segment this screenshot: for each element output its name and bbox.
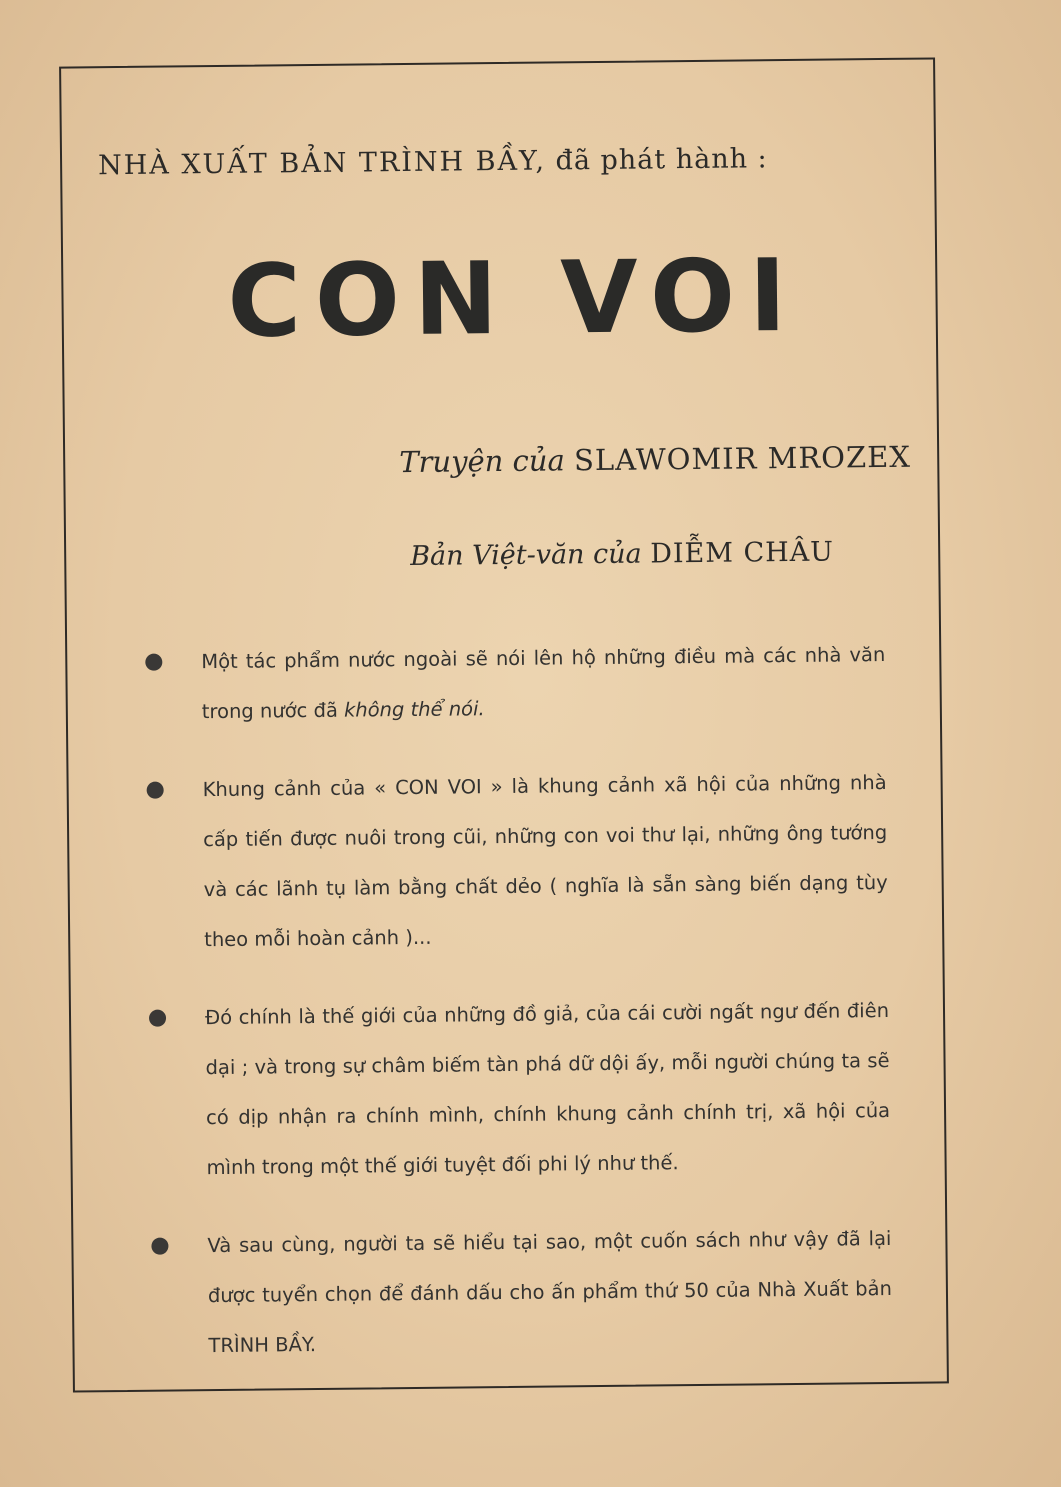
translator-line (410, 537, 834, 572)
bullet-italic-text: không thể nói. (343, 697, 485, 722)
bullet-text: Và sau cùng, người ta sẽ hiểu tại sao, một cuốn sách như vậy đã lại được tuyển chọn để đánh dấu cho ấn phẩm thứ 50 của Nhà Xuất bản TRÌNH BẦY. (207, 1226, 893, 1358)
author-name: SLAWOMIR MROZEX (573, 439, 912, 478)
bullet-list (145, 630, 893, 1400)
bullet-item (145, 630, 886, 738)
bullet-item (149, 986, 891, 1194)
translator-prefix: Bản Việt-văn của (410, 538, 642, 572)
bullet-item (146, 758, 888, 966)
bullet-text: Đó chính là thế giới của những đồ giả, của cái cười ngất ngư đến điên dại ; và trong sự châm biếm tàn phá dữ dội ấy, mỗi người chúng ta sẽ có dịp nhận ra chính mình, chính khung cảnh chính trị, xã hội của mình trong một thế giới tuyệt đối phi lý như thế. (204, 998, 891, 1180)
publisher-released-text: đã phát hành : (555, 143, 768, 177)
bullet-text: Một tác phẩm nước ngoài sẽ nói lên hộ những điều mà các nhà văn trong nước đã (201, 643, 886, 724)
book-title: CON VOI (226, 236, 801, 360)
bullet-dot-icon (151, 1238, 168, 1255)
ad-frame (59, 57, 949, 1392)
author-prefix: Truyện của (399, 443, 565, 480)
publisher-name: NHÀ XUẤT BẢN TRÌNH BẦY, (97, 145, 547, 182)
bullet-dot-icon (147, 782, 164, 799)
bullet-item (151, 1214, 893, 1372)
publisher-line (98, 143, 768, 181)
bullet-dot-icon (149, 1010, 166, 1027)
translator-name: DIỄM CHÂU (650, 536, 835, 570)
author-line (399, 440, 911, 479)
bullet-text: Khung cảnh của « CON VOI » là khung cảnh xã hội của những nhà cấp tiến được nuôi trong cũi, những con voi thư lại, những ông tướng và các lãnh tụ làm bằng chất dẻo ( nghĩa là sẵn sàng biến dạng tùy theo mỗi hoàn cảnh )... (202, 770, 888, 952)
bullet-dot-icon (145, 654, 162, 671)
